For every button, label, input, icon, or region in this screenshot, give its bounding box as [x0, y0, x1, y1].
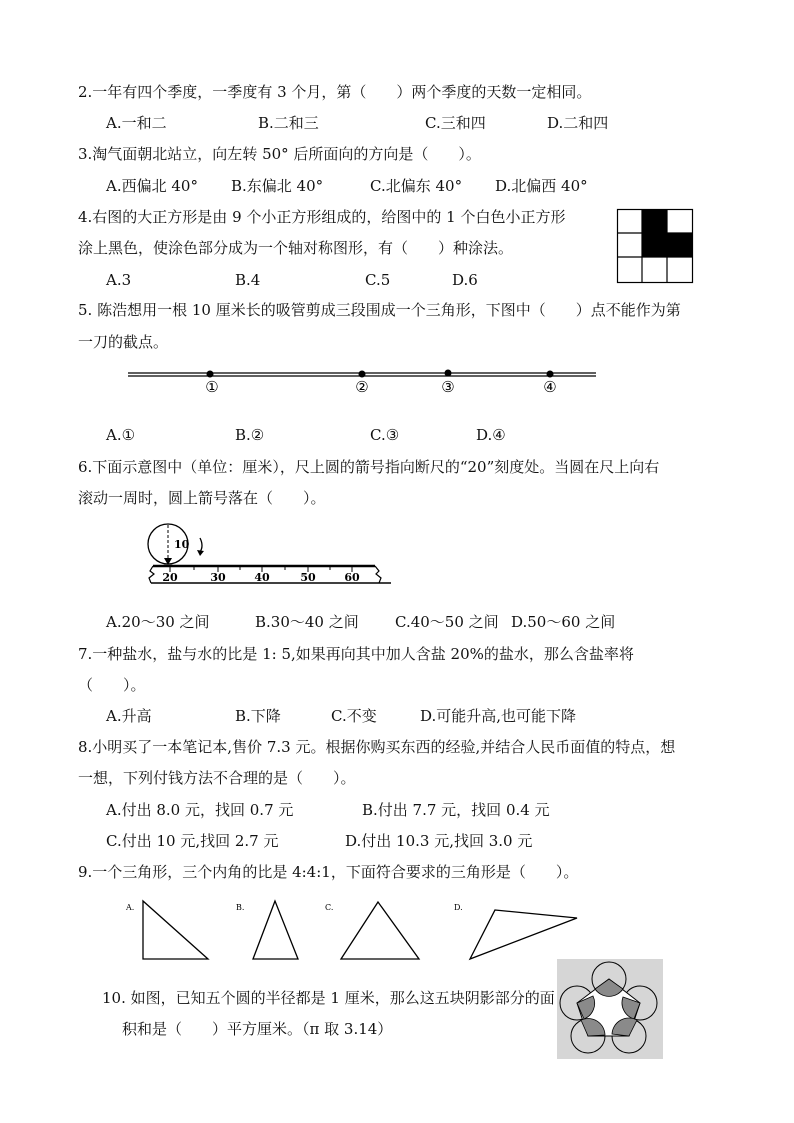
q3-option-c: C.北偏东 40° — [370, 177, 463, 195]
q6-option-d: D.50～60 之间 — [511, 613, 616, 631]
q9-triangle-c — [341, 902, 419, 959]
q9-label-d: D. — [454, 903, 463, 912]
q2-stem: 2.一年有四个季度，一季度有 3 个月，第（ ）两个季度的天数一定相同。 — [78, 83, 592, 101]
q8-option-b: B.付出 7.7 元，找回 0.4 元 — [362, 801, 550, 819]
q9-label-c: C. — [325, 903, 334, 912]
q7-stem-line2: （ ）。 — [78, 676, 146, 694]
q4-stem-line1: 4.右图的大正方形是由 9 个小正方形组成的，给图中的 1 个白色小正方形 — [78, 208, 566, 226]
q6-tick-50: 50 — [300, 571, 316, 584]
q6-ruler-figure — [143, 518, 403, 590]
q6-option-c: C.40～50 之间 — [395, 613, 499, 631]
q5-stem-line2: 一刀的截点。 — [78, 333, 169, 351]
q8-stem-line1: 8.小明买了一本笔记本,售价 7.3 元。根据你购买东西的经验,并结合人民币面值的特点，想 — [78, 738, 676, 756]
q3-stem: 3.淘气面朝北站立，向左转 50° 后所面向的方向是（ ）。 — [78, 145, 481, 163]
q4-option-c: C.5 — [365, 271, 391, 289]
q8-option-a: A.付出 8.0 元，找回 0.7 元 — [106, 801, 294, 819]
q5-option-b: B.② — [235, 426, 265, 444]
q4-grid-figure — [617, 209, 693, 283]
q5-point-4: ④ — [543, 378, 557, 396]
q5-point-2: ② — [355, 378, 369, 396]
q4-stem-line2: 涂上黑色，使涂色部分成为一个轴对称图形，有（ ）种涂法。 — [78, 239, 514, 257]
q6-stem-line2: 滚动一周时，圆上箭号落在（ ）。 — [78, 489, 326, 507]
q6-tick-40: 40 — [254, 571, 270, 584]
q2-option-c: C.三和四 — [425, 114, 486, 132]
q6-option-b: B.30～40 之间 — [255, 613, 359, 631]
q6-tick-60: 60 — [344, 571, 360, 584]
q9-triangle-b — [253, 901, 298, 959]
q9-triangle-a — [143, 901, 208, 959]
q3-option-b: B.东偏北 40° — [231, 177, 324, 195]
q9-label-a: A. — [126, 903, 135, 912]
q8-stem-line2: 一想，下列付钱方法不合理的是（ ）。 — [78, 769, 356, 787]
q5-option-a: A.① — [106, 426, 136, 444]
q5-point-3: ③ — [441, 378, 455, 396]
q10-stem-line2: 积和是（ ）平方厘米。（π 取 3.14） — [122, 1020, 393, 1038]
q7-option-a: A.升高 — [106, 707, 152, 725]
q10-stem-line1: 10. 如图，已知五个圆的半径都是 1 厘米，那么这五块阴影部分的面 — [102, 989, 555, 1007]
q8-option-d: D.付出 10.3 元,找回 3.0 元 — [345, 832, 533, 850]
q7-option-c: C.不变 — [331, 707, 377, 725]
q2-option-a: A.一和二 — [106, 114, 167, 132]
q7-option-d: D.可能升高,也可能下降 — [420, 707, 577, 725]
q9-stem: 9.一个三角形，三个内角的比是 4:4:1，下面符合要求的三角形是（ ）。 — [78, 863, 579, 881]
q9-label-b: B. — [236, 903, 245, 912]
q4-option-d: D.6 — [452, 271, 478, 289]
q4-option-b: B.4 — [235, 271, 261, 289]
q6-stem-line1: 6.下面示意图中（单位：厘米），尺上圆的箭号指向断尺的“20”刻度处。当圆在尺上向右 — [78, 458, 660, 476]
q9-triangle-d — [470, 910, 577, 959]
q6-option-a: A.20～30 之间 — [106, 613, 210, 631]
q3-option-a: A.西偏北 40° — [106, 177, 198, 195]
q5-point-1: ① — [205, 378, 219, 396]
q3-option-d: D.北偏西 40° — [495, 177, 588, 195]
q6-circle-label: 10 — [174, 538, 190, 551]
q6-tick-30: 30 — [210, 571, 226, 584]
q4-option-a: A.3 — [106, 271, 132, 289]
q2-option-b: B.二和三 — [258, 114, 319, 132]
q10-five-circles-figure — [557, 959, 663, 1059]
q6-tick-20: 20 — [162, 571, 178, 584]
q2-option-d: D.二和四 — [547, 114, 609, 132]
q5-stem-line1: 5. 陈浩想用一根 10 厘米长的吸管剪成三段围成一个三角形，下图中（ ）点不能作为第 — [78, 301, 681, 319]
q9-triangles-figure — [124, 898, 584, 964]
q7-option-b: B.下降 — [235, 707, 281, 725]
q5-option-d: D.④ — [476, 426, 506, 444]
q8-option-c: C.付出 10 元,找回 2.7 元 — [106, 832, 279, 850]
q7-stem-line1: 7.一种盐水，盐与水的比是 1: 5,如果再向其中加人含盐 20%的盐水，那么含盐率将 — [78, 645, 634, 663]
q5-option-c: C.③ — [370, 426, 400, 444]
q5-straw-figure — [128, 364, 600, 398]
